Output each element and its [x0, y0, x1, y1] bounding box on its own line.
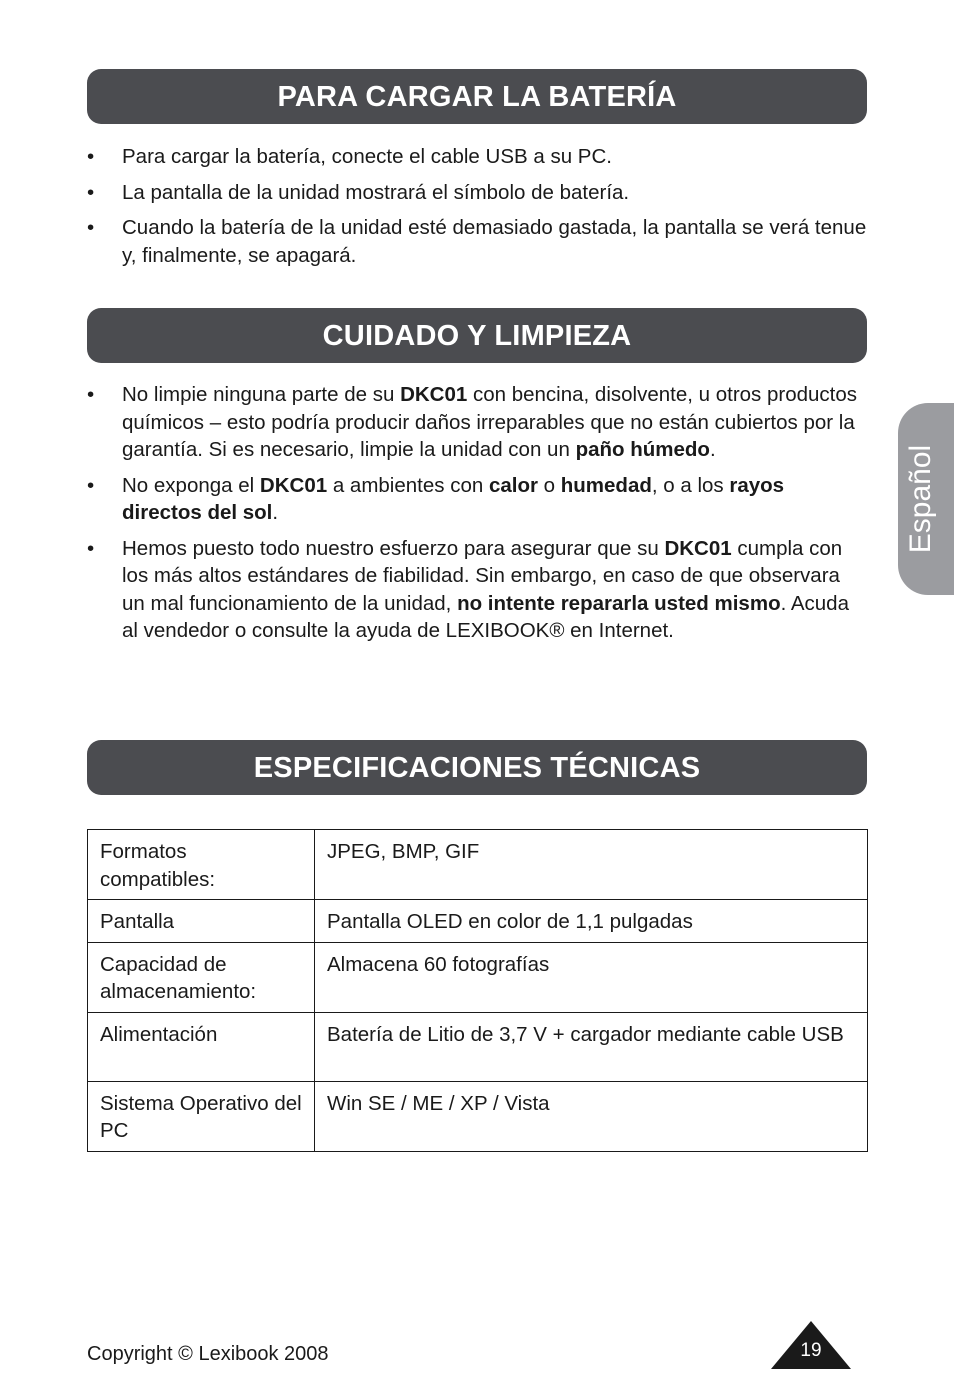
spec-value: JPEG, BMP, GIF [315, 830, 868, 900]
table-row [88, 1012, 868, 1081]
table-row [88, 1081, 868, 1151]
copyright-text: Copyright © Lexibook 2008 [87, 1343, 329, 1365]
spec-value: Win SE / ME / XP / Vista [315, 1081, 868, 1151]
bullet-dot: • [87, 473, 95, 497]
bullet-dot: • [87, 536, 95, 560]
list-item: • No exponga el DKC01 a ambientes con calor o humedad, o a los rayos directos del sol. [87, 473, 785, 524]
section-title-battery: PARA CARGAR LA BATERÍA [87, 69, 867, 124]
list-item: • La pantalla de la unidad mostrará el símbolo de batería. [87, 179, 867, 207]
spec-value: Batería de Litio de 3,7 V + cargador mediante cable USB [315, 1012, 868, 1081]
list-item: • No limpie ninguna parte de su DKC01 con bencina, disolvente, u otros productos químicos – esto podría producir daños irreparables que no están cubiertos por la garantía. Si es necesario, limpie la unidad con un paño húmedo. [87, 383, 858, 461]
bullet-dot: • [87, 180, 95, 204]
language-label: Español [904, 444, 937, 554]
section-title-specs: ESPECIFICACIONES TÉCNICAS [87, 740, 867, 795]
section-title-care: CUIDADO Y LIMPIEZA [87, 308, 867, 363]
table-row [88, 830, 868, 900]
spec-value: Almacena 60 fotografías [315, 942, 868, 1012]
page-number: 19 [800, 1340, 822, 1361]
spec-key: Pantalla [88, 900, 315, 943]
battery-list [87, 143, 867, 269]
language-side-tab [898, 403, 954, 595]
bullet-dot: • [87, 383, 95, 406]
care-list [87, 381, 867, 645]
spec-key: Capacidad de almacenamiento: [88, 942, 315, 1012]
specs-table [87, 829, 868, 1152]
spec-value: Pantalla OLED en color de 1,1 pulgadas [315, 900, 868, 943]
list-item: • Cuando la batería de la unidad esté demasiado gastada, la pantalla se verá tenue y, finalmente, se apagará. [87, 216, 867, 267]
table-row [88, 900, 868, 943]
spec-key: Sistema Operativo del PC [88, 1081, 315, 1151]
list-item: • Hemos puesto todo nuestro esfuerzo para asegurar que su DKC01 cumpla con los más altos estándares de fiabilidad. Sin embargo, en caso de que observara un mal funcionamiento de la unidad, no intente repararla usted mismo. Acuda al vendedor o consulte la ayuda de LEXIBOOK® en Internet. [87, 536, 849, 642]
bullet-dot: • [87, 145, 95, 168]
spec-key: Formatos compatibles: [88, 830, 315, 900]
spec-key: Alimentación [88, 1012, 315, 1081]
bullet-dot: • [87, 216, 95, 239]
table-row [88, 942, 868, 1012]
list-item: • Para cargar la batería, conecte el cable USB a su PC. [87, 143, 867, 171]
